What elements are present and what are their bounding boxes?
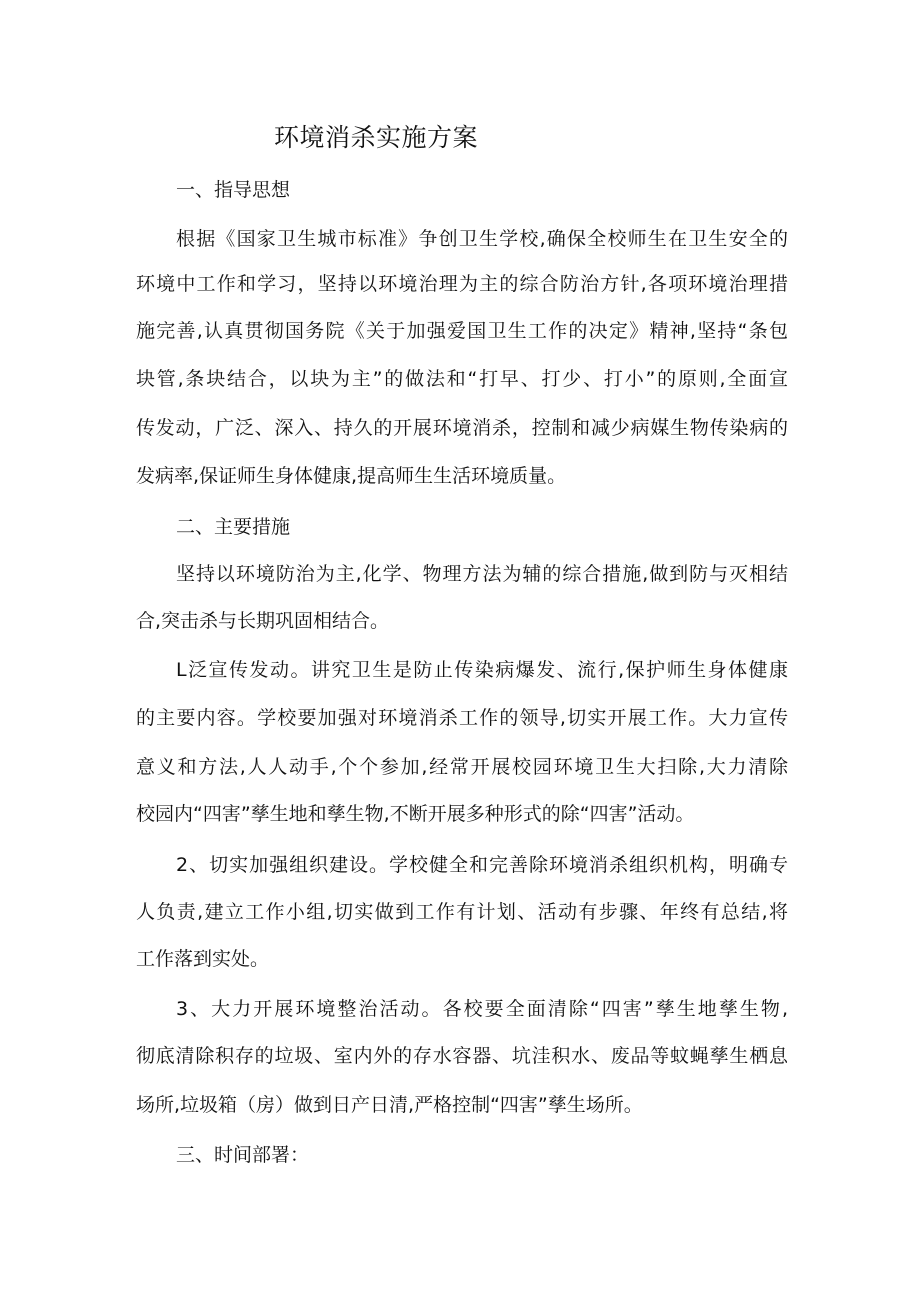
paragraph-line: 人负责,建立工作小组,切实做到工作有计划、活动有步骤、年终有总结,将 <box>136 901 788 923</box>
paragraph-line: 发病率,保证师生身体健康,提高师生生活环境质量。 <box>136 465 567 487</box>
paragraph-line: 合,突击杀与长期巩固相结合。 <box>136 610 390 632</box>
paragraph-line: 2、切实加强组织建设。学校健全和完善除环境消杀组织机构，明确专 <box>176 854 788 876</box>
paragraph-line: 块管,条块结合，以块为主”的做法和“打早、打少、打小”的原则,全面宣 <box>136 368 788 390</box>
paragraph-line: 场所,垃圾箱（房）做到日产日清,严格控制“四害”孳生场所。 <box>136 1094 643 1116</box>
paragraph-line: 校园内“四害”孳生地和孳生物,不断开展多种形式的除“四害”活动。 <box>136 803 695 825</box>
paragraph-line: 意义和方法,人人动手,个个参加,经常开展校园环境卫生大扫除,大力清除 <box>136 756 788 778</box>
paragraph-line: L泛宣传发动。讲究卫生是防止传染病爆发、流行,保护师生身体健康 <box>176 659 788 681</box>
paragraph-line: 工作落到实处。 <box>136 948 270 970</box>
section-heading-time-schedule: 三、时间部署： <box>176 1144 310 1166</box>
section-heading-guiding-ideology: 一、指导思想 <box>176 179 291 201</box>
paragraph-line: 3、大力开展环境整治活动。各校要全面清除“四害”孳生地孳生物, <box>176 998 788 1020</box>
paragraph-line: 施完善,认真贯彻国务院《关于加强爱国卫生工作的决定》精神,坚持“条包 <box>136 320 788 342</box>
paragraph-line: 彻底清除积存的垃圾、室内外的存水容器、坑洼积水、废品等蚊蝇孳生栖息 <box>136 1045 788 1067</box>
paragraph-line: 环境中工作和学习，坚持以环境治理为主的综合防治方针,各项环境治理措 <box>136 273 788 295</box>
paragraph-line: 的主要内容。学校要加强对环境消杀工作的领导,切实开展工作。大力宣传 <box>136 707 788 729</box>
paragraph-line: 根据《国家卫生城市标准》争创卫生学校,确保全校师生在卫生安全的 <box>176 228 788 250</box>
paragraph-line: 坚持以环境防治为主,化学、物理方法为辅的综合措施,做到防与灭相结 <box>176 563 788 585</box>
section-heading-main-measures: 二、主要措施 <box>176 516 291 538</box>
document-title: 环境消杀实施方案 <box>274 123 479 152</box>
paragraph-line: 传发动，广泛、深入、持久的开展环境消杀，控制和减少病媒生物传染病的 <box>136 417 788 439</box>
